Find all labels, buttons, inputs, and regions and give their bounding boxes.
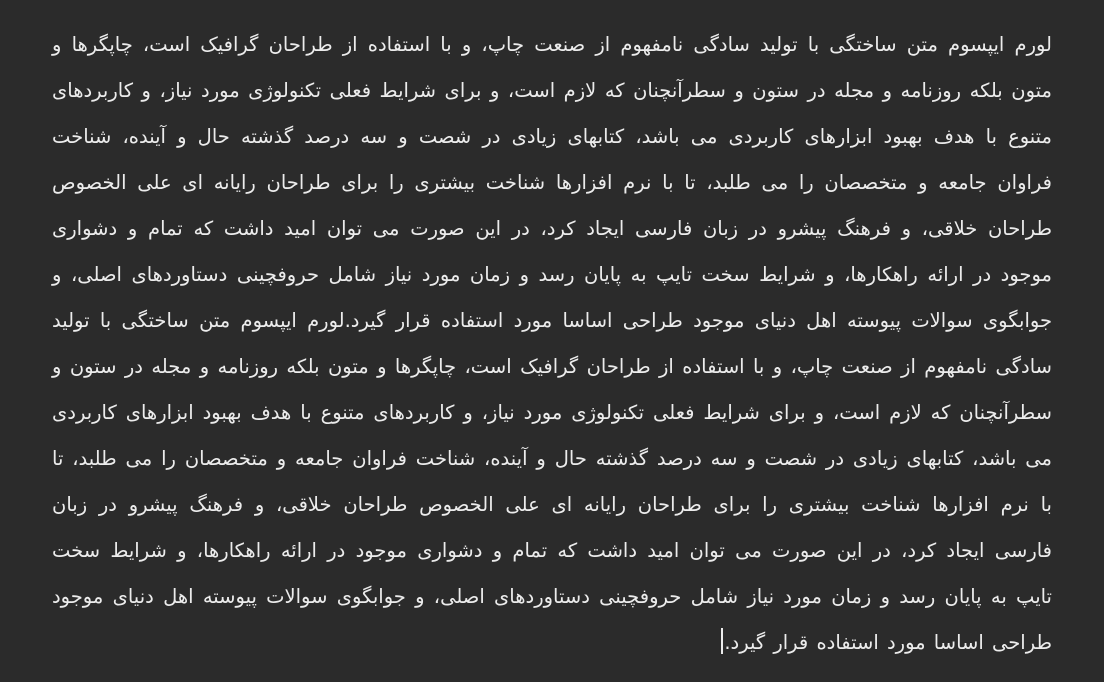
document-body-text[interactable]: [43, 22, 1052, 666]
body-paragraph: لورم ایپسوم متن ساختگی با تولید سادگی نامفهوم از صنعت چاپ، و با استفاده از طراحان گرافیک است، چاپگرها و متون بلکه روزنامه و مجله در ستون و سطرآنچنان که لازم است، و برای شرایط فعلی تکنولوژی مورد نیاز، و کاربردهای متنوع با هدف بهبود ابزارهای کاربردی می باشد، کتابهای زیادی در شصت و سه درصد گذشته حال و آینده، شناخت فراوان جامعه و متخصصان را می طلبد، تا با نرم افزارها شناخت بیشتری را برای طراحان رایانه ای علی الخصوص طراحان خلاقی، و فرهنگ پیشرو در زبان فارسی ایجاد کرد، در این صورت می توان امید داشت که تمام و دشواری موجود در ارائه راهکارها، و شرایط سخت تایپ به پایان رسد و زمان مورد نیاز شامل حروفچینی دستاوردهای اصلی، و جوابگوی سوالات پیوسته اهل دنیای موجود طراحی اساسا مورد استفاده قرار گیرد.لورم ایپسوم متن ساختگی با تولید سادگی نامفهوم از صنعت چاپ، و با استفاده از طراحان گرافیک است، چاپگرها و متون بلکه روزنامه و مجله در ستون و سطرآنچنان که لازم است، و برای شرایط فعلی تکنولوژی مورد نیاز، و کاربردهای متنوع با هدف بهبود ابزارهای کاربردی می باشد، کتابهای زیادی در شصت و سه درصد گذشته حال و آینده، شناخت فراوان جامعه و متخصصان را می طلبد، تا با نرم افزارها شناخت بیشتری را برای طراحان رایانه ای علی الخصوص طراحان خلاقی، و فرهنگ پیشرو در زبان فارسی ایجاد کرد، در این صورت می توان امید داشت که تمام و دشواری موجود در ارائه راهکارها، و شرایط سخت تایپ به پایان رسد و زمان مورد نیاز شامل حروفچینی دستاوردهای اصلی، و جوابگوی سوالات پیوسته اهل دنیای موجود طراحی اساسا مورد استفاده قرار گیرد.: [43, 33, 1052, 654]
